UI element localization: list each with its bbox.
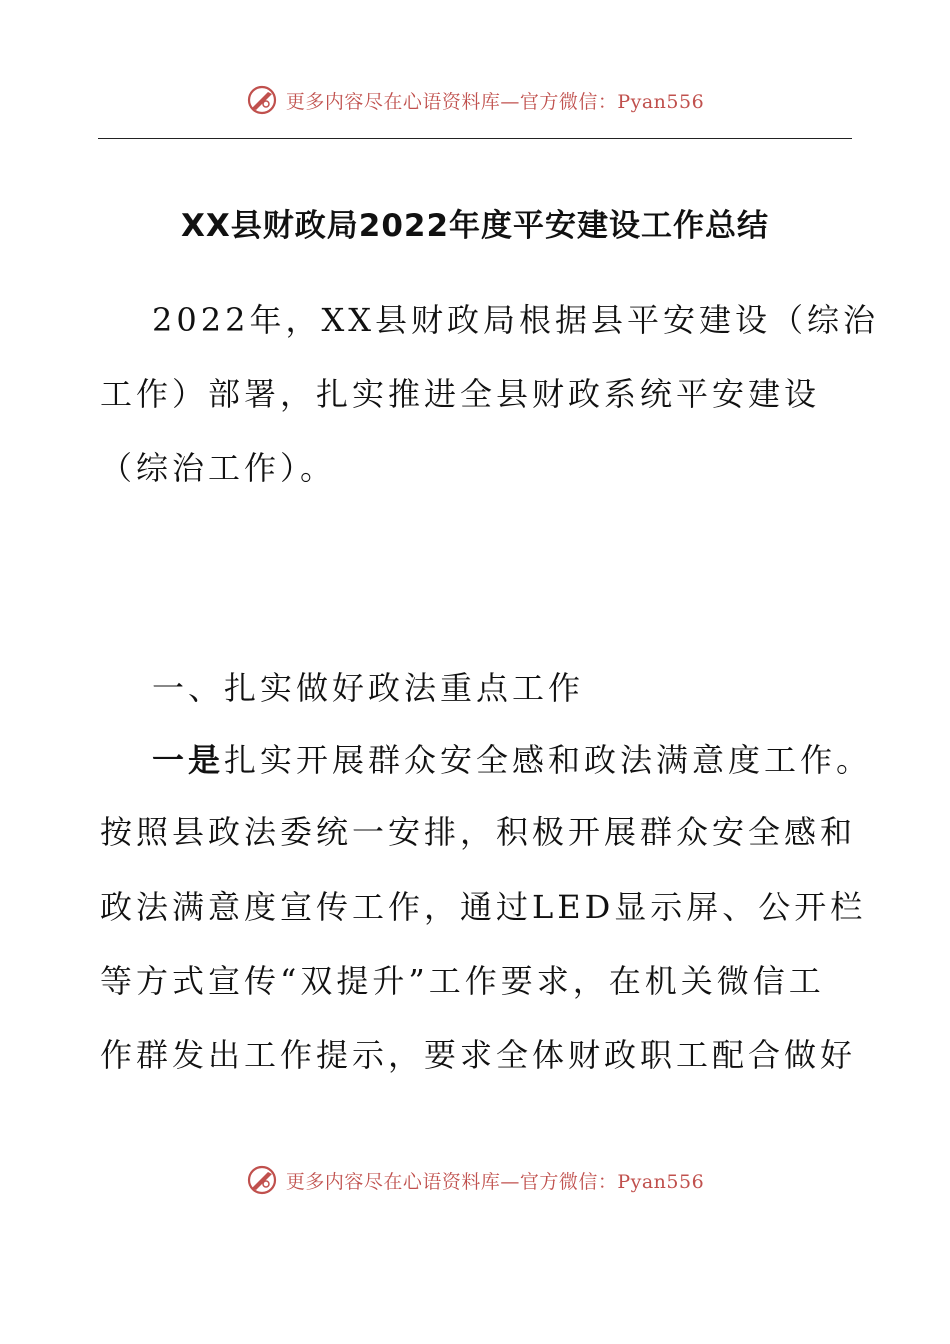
para1-lead: 一是 (152, 741, 225, 779)
document-title: XX县财政局2022年度平安建设工作总结 (180, 208, 770, 244)
para1-first-rest: 扎实开展群众安全感和政法满意度工作。 (224, 741, 873, 779)
para1-line-1 (152, 740, 912, 780)
header-divider (98, 138, 852, 139)
watermark-text: 更多内容尽在心语资料库—官方微信：Pyan556 (285, 1170, 705, 1193)
watermark-text: 更多内容尽在心语资料库—官方微信：Pyan556 (285, 90, 705, 113)
section-heading-1: 一、扎实做好政法重点工作 (152, 669, 585, 707)
intro-line-3: （综治工作）。 (100, 449, 337, 487)
intro-line-1: 2022年，XX县财政局根据县平安建设（综治 (152, 301, 880, 339)
para1-line-4: 等方式宣传“双提升”工作要求，在机关微信工 (100, 962, 825, 1000)
pen-circle-icon (246, 84, 278, 116)
para1-line-3: 政法满意度宣传工作，通过LED显示屏、公开栏 (100, 888, 867, 926)
intro-line-2: 工作）部署，扎实推进全县财政系统平安建设 (100, 375, 821, 413)
header-watermark (0, 84, 950, 116)
footer-watermark (0, 1164, 950, 1196)
pen-circle-icon (246, 1164, 278, 1196)
para1-line-5: 作群发出工作提示，要求全体财政职工配合做好 (100, 1036, 857, 1074)
para1-line-2: 按照县政法委统一安排，积极开展群众安全感和 (100, 813, 857, 851)
